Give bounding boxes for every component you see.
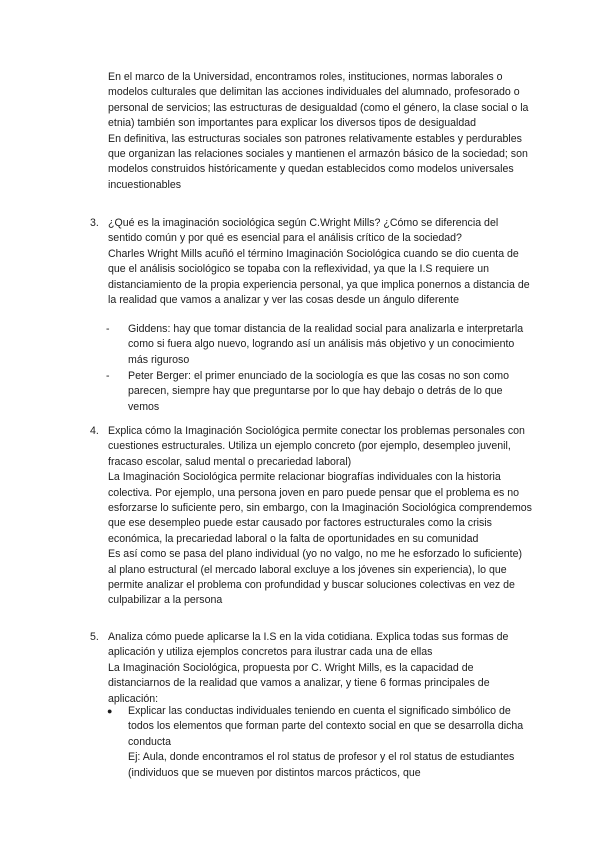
question-5-section <box>90 630 532 707</box>
question-4-section <box>90 424 532 609</box>
question-4-text: Explica cómo la Imaginación Sociológica permite conectar los problemas personales con cuestiones estructurales. Utiliza un ejemplo concreto (por ejemplo, desempleo juvenil, fracaso escolar, salud mental o precariedad laboral) <box>108 425 525 468</box>
question-5-bullet-item-1 <box>107 704 532 781</box>
question-4-answer-2: Es así como se pasa del plano individual (yo no valgo, no me he esforzado lo suficiente) al plano estructural (el mercado laboral excluye a los jóvenes sin experiencia), lo que permite analizar el problema con profundidad y buscar soluciones colectivas en vez de culpabilizar a la persona <box>108 548 522 607</box>
bullet-1-example: Ej: Aula, donde encontramos el rol status de profesor y el rol status de estudiantes (individuos que se mueven por distintos marcos prácticos, que <box>128 751 515 779</box>
question-3-dash-item-1 <box>106 322 532 368</box>
question-5-text: Analiza cómo puede aplicarse la I.S en la vida cotidiana. Explica todas sus formas de aplicación y utiliza ejemplos concretos para ilustrar cada una de ellas <box>108 631 509 659</box>
bullet-icon: ● <box>107 706 113 716</box>
dash-marker: - <box>106 370 110 382</box>
question-3-section <box>90 216 532 308</box>
giddens-point: Giddens: hay que tomar distancia de la realidad social para analizarla e interpretarla como si fuera algo nuevo, logrando así un análisis más objetivo y un conocimiento más riguroso <box>128 323 524 366</box>
dash-marker: - <box>106 323 110 335</box>
question-5-number: 5. <box>90 631 99 643</box>
bullet-1-text: Explicar las conductas individuales teniendo en cuenta el significado simbólico de todos los elementos que forman parte del contexto social en que se desarrolla dicha conducta <box>128 705 524 748</box>
question-3-number: 3. <box>90 217 99 229</box>
question-4-number: 4. <box>90 425 99 437</box>
question-3-answer: Charles Wright Mills acuñó el término Imaginación Sociológica cuando se dio cuenta de que el análisis sociológico se topaba con la reflexividad, ya que la I.S requiere un distanciamiento de la propia experiencia personal, ya que implica ponernos a distancia de la realidad que vamos a analizar y ver las cosas desde un ángulo diferente <box>108 247 530 307</box>
question-3-dash-item-2 <box>106 369 532 415</box>
intro-paragraph-1: En el marco de la Universidad, encontramos roles, instituciones, normas laborales o modelos culturales que delimitan las acciones individuales del alumnado, profesorado o personal de servicios; las estructuras de desigualdad (como el género, la clase social o la etnia) también son importantes para explicar los diversos tipos de desigualdad <box>108 71 529 130</box>
intro-paragraph-2: En definitiva, las estructuras sociales son patrones relativamente estables y perdurables que organizan las relaciones sociales y mantienen el armazón básico de la sociedad; son modelos construidos históricamente y quedan establecidos como modelos universales incuestionables <box>108 132 528 191</box>
berger-point: Peter Berger: el primer enunciado de la sociología es que las cosas no son como parecen, siempre hay que preguntarse por lo que hay debajo o detrás de lo que vemos <box>128 370 510 413</box>
question-3-text: ¿Qué es la imaginación sociológica según C.Wright Mills? ¿Cómo se diferencia del sentido común y por qué es esencial para el análisis crítico de la sociedad? <box>108 217 499 245</box>
intro-section <box>108 70 532 193</box>
question-5-answer: La Imaginación Sociológica, propuesta por C. Wright Mills, es la capacidad de distanciarnos de la realidad que vamos a analizar, y tiene 6 formas principales de aplicación: <box>108 661 490 705</box>
question-4-answer-1: La Imaginación Sociológica permite relacionar biografías individuales con la historia colectiva. Por ejemplo, una persona joven en paro puede pensar que el problema es no esforzarse lo suficiente pero, sin embargo, con la Imaginación Sociológica comprendemos que ese desempleo puede estar causado por factores estructurales como la crisis económica, la precariedad laboral o la falta de oportunidades en su comunidad <box>108 471 532 545</box>
